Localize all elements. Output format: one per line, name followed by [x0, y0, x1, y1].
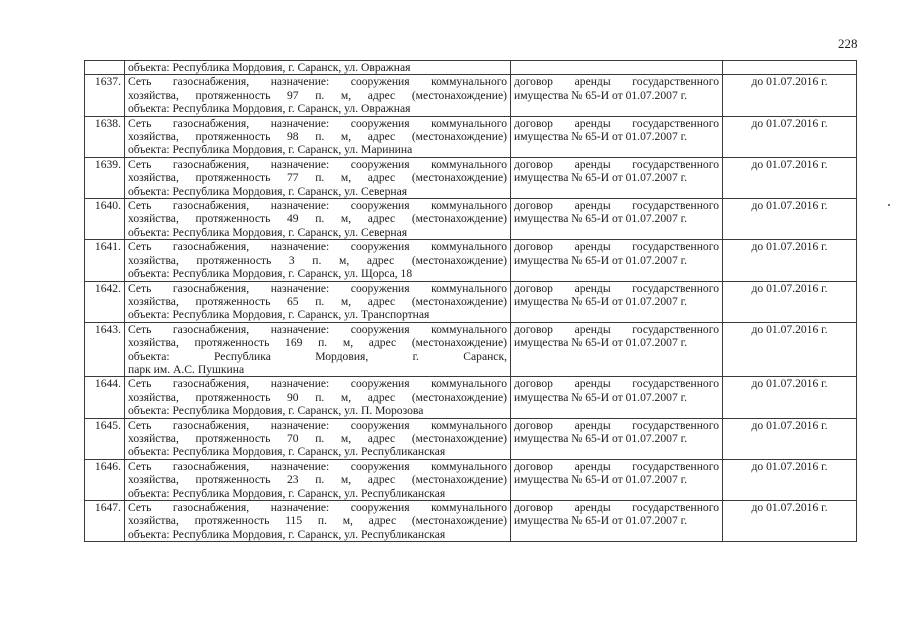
description-line: объекта: Республика Мордовия, г. Саранск, ул. Северная — [128, 184, 408, 198]
legal-basis — [511, 418, 723, 459]
object-description — [125, 116, 511, 157]
description-line: Сеть газоснабжения, назначение: сооружения коммунального — [128, 459, 507, 473]
basis-line: договор аренды государственного — [514, 322, 719, 336]
term-date: до 01.07.2016 г. — [723, 199, 857, 240]
description-line: объекта: Республика Мордовия, г. Саранск, ул. Маринина — [128, 143, 413, 157]
description-line: хозяйства, протяженность 115 п. м, адрес (местонахождение) — [128, 514, 507, 528]
object-description — [125, 459, 511, 500]
legal-basis — [511, 116, 723, 157]
basis-line: договор аренды государственного — [514, 116, 719, 130]
table-row — [85, 157, 857, 198]
term-date: до 01.07.2016 г. — [723, 501, 857, 542]
table-row — [85, 199, 857, 240]
row-number: 1638. — [85, 116, 125, 157]
basis-line: имущества № 65-И от 01.07.2007 г. — [514, 514, 687, 528]
row-number: 1643. — [85, 322, 125, 377]
term-date: до 01.07.2016 г. — [723, 75, 857, 116]
term-date: до 01.07.2016 г. — [723, 377, 857, 418]
row-number: 1642. — [85, 281, 125, 322]
description-line: хозяйства, протяженность 65 п. м, адрес (местонахождение) — [128, 294, 507, 308]
legal-basis — [511, 322, 723, 377]
description-line: Сеть газоснабжения, назначение: сооружения коммунального — [128, 377, 507, 391]
term-date: до 01.07.2016 г. — [723, 116, 857, 157]
basis-line: договор аренды государственного — [514, 459, 719, 473]
table-row — [85, 240, 857, 281]
row-number: 1644. — [85, 377, 125, 418]
term-date: до 01.07.2016 г. — [723, 459, 857, 500]
basis-line: имущества № 65-И от 01.07.2007 г. — [514, 88, 687, 102]
object-description — [125, 199, 511, 240]
registry-table — [84, 60, 857, 542]
description-line: хозяйства, протяженность 169 п. м, адрес (местонахождение) — [128, 336, 507, 350]
object-description — [125, 61, 511, 75]
basis-line: имущества № 65-И от 01.07.2007 г. — [514, 130, 687, 144]
object-description — [125, 75, 511, 116]
table-row — [85, 281, 857, 322]
row-number: 1647. — [85, 501, 125, 542]
description-line: Сеть газоснабжения, назначение: сооружения коммунального — [128, 75, 507, 89]
description-line: объекта: Республика Мордовия, г. Саранск, ул. П. Морозова — [128, 404, 424, 418]
description-line: объекта: Республика Мордовия, г. Саранск, ул. Республиканская — [128, 445, 446, 459]
legal-basis — [511, 459, 723, 500]
description-line: хозяйства, протяженность 77 п. м, адрес (местонахождение) — [128, 171, 507, 185]
legal-basis — [511, 75, 723, 116]
term-date: до 01.07.2016 г. — [723, 322, 857, 377]
description-line: Сеть газоснабжения, назначение: сооружения коммунального — [128, 116, 507, 130]
description-line: объекта: Республика Мордовия, г. Саранск, ул. Овражная — [128, 61, 411, 74]
term-date: до 01.07.2016 г. — [723, 240, 857, 281]
description-line: Сеть газоснабжения, назначение: сооружения коммунального — [128, 281, 507, 295]
description-line: объекта: Республика Мордовия, г. Саранск, ул. Щорса, 18 — [128, 267, 413, 281]
object-description — [125, 322, 511, 377]
description-line: хозяйства, протяженность 23 п. м, адрес (местонахождение) — [128, 473, 507, 487]
basis-line: имущества № 65-И от 01.07.2007 г. — [514, 473, 687, 487]
term-date: до 01.07.2016 г. — [723, 157, 857, 198]
description-line: Сеть газоснабжения, назначение: сооружения коммунального — [128, 240, 507, 254]
table-row — [85, 418, 857, 459]
term-date: до 01.07.2016 г. — [723, 418, 857, 459]
legal-basis — [511, 377, 723, 418]
description-line: хозяйства, протяженность 97 п. м, адрес (местонахождение) — [128, 88, 507, 102]
description-line: хозяйства, протяженность 90 п. м, адрес (местонахождение) — [128, 390, 507, 404]
description-line: хозяйства, протяженность 49 п. м, адрес (местонахождение) — [128, 212, 507, 226]
table-row — [85, 116, 857, 157]
table-row-continuation — [85, 61, 857, 75]
basis-line: имущества № 65-И от 01.07.2007 г. — [514, 431, 687, 445]
object-description — [125, 501, 511, 542]
table-row — [85, 459, 857, 500]
description-line: объекта: Республика Мордовия, г. Саранск, ул. Транспортная — [128, 308, 430, 322]
object-description — [125, 240, 511, 281]
legal-basis — [511, 281, 723, 322]
description-line: объекта: Республика Мордовия, г. Саранск, — [128, 349, 507, 363]
legal-basis — [511, 61, 723, 75]
row-number: 1639. — [85, 157, 125, 198]
object-description — [125, 377, 511, 418]
description-line: хозяйства, протяженность 98 п. м, адрес (местонахождение) — [128, 130, 507, 144]
basis-line: договор аренды государственного — [514, 157, 719, 171]
basis-line: имущества № 65-И от 01.07.2007 г. — [514, 171, 687, 185]
row-number: 1641. — [85, 240, 125, 281]
object-description — [125, 157, 511, 198]
basis-line: имущества № 65-И от 01.07.2007 г. — [514, 390, 687, 404]
basis-line: имущества № 65-И от 01.07.2007 г. — [514, 253, 687, 267]
legal-basis — [511, 501, 723, 542]
object-description — [125, 281, 511, 322]
legal-basis — [511, 240, 723, 281]
page-number: 228 — [838, 36, 858, 51]
basis-line: имущества № 65-И от 01.07.2007 г. — [514, 336, 687, 350]
basis-line: договор аренды государственного — [514, 501, 719, 514]
table-row — [85, 501, 857, 542]
term-date: до 01.07.2016 г. — [723, 281, 857, 322]
description-line: Сеть газоснабжения, назначение: сооружения коммунального — [128, 199, 507, 213]
table-row — [85, 322, 857, 377]
basis-line: договор аренды государственного — [514, 75, 719, 89]
table-row — [85, 75, 857, 116]
row-number: 1640. — [85, 199, 125, 240]
row-number: 1637. — [85, 75, 125, 116]
description-line: Сеть газоснабжения, назначение: сооружения коммунального — [128, 501, 507, 514]
description-line: объекта: Республика Мордовия, г. Саранск, ул. Северная — [128, 225, 408, 239]
basis-line: имущества № 65-И от 01.07.2007 г. — [514, 212, 687, 226]
row-number: 1645. — [85, 418, 125, 459]
description-line: парк им. А.С. Пушкина — [128, 362, 245, 376]
description-line: объекта: Республика Мордовия, г. Саранск, ул. Республиканская — [128, 486, 446, 500]
object-description — [125, 418, 511, 459]
legal-basis — [511, 199, 723, 240]
description-line: хозяйства, протяженность 3 п. м, адрес (местонахождение) — [128, 253, 507, 267]
term-date — [723, 61, 857, 75]
scan-speck — [888, 204, 890, 206]
basis-line: договор аренды государственного — [514, 418, 719, 432]
basis-line: договор аренды государственного — [514, 377, 719, 391]
description-line: объекта: Республика Мордовия, г. Саранск, ул. Овражная — [128, 102, 411, 116]
legal-basis — [511, 157, 723, 198]
table-row — [85, 377, 857, 418]
description-line: Сеть газоснабжения, назначение: сооружения коммунального — [128, 418, 507, 432]
row-number — [85, 61, 125, 75]
basis-line: имущества № 65-И от 01.07.2007 г. — [514, 294, 687, 308]
description-line: Сеть газоснабжения, назначение: сооружения коммунального — [128, 322, 507, 336]
basis-line: договор аренды государственного — [514, 240, 719, 254]
description-line: Сеть газоснабжения, назначение: сооружения коммунального — [128, 157, 507, 171]
row-number: 1646. — [85, 459, 125, 500]
description-line: объекта: Республика Мордовия, г. Саранск, ул. Республиканская — [128, 527, 446, 541]
basis-line: договор аренды государственного — [514, 199, 719, 213]
basis-line: договор аренды государственного — [514, 281, 719, 295]
description-line: хозяйства, протяженность 70 п. м, адрес (местонахождение) — [128, 431, 507, 445]
